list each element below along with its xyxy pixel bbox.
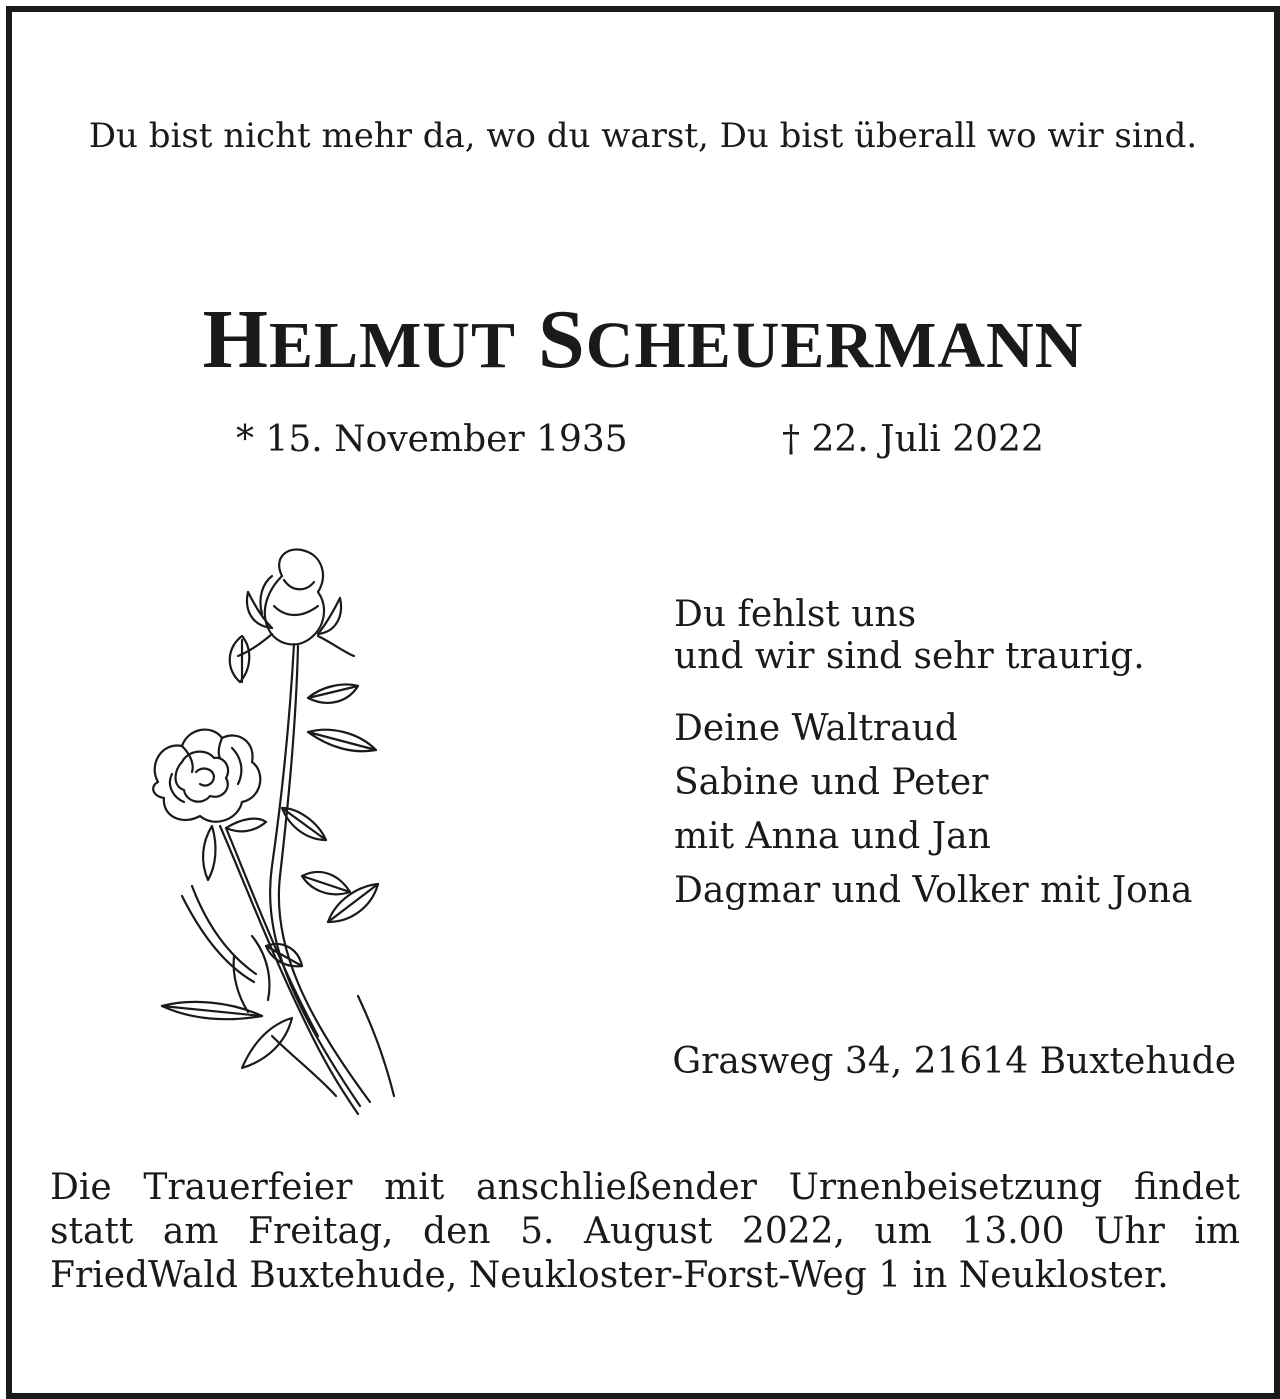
message-line-2: und wir sind sehr traurig. xyxy=(674,636,1145,677)
death-date: † 22. Juli 2022 xyxy=(782,419,1044,460)
family-member-4: Dagmar und Volker mit Jona xyxy=(674,870,1193,911)
first-name-rest: ELMUT xyxy=(268,309,516,382)
family-member-3: mit Anna und Jan xyxy=(674,816,991,857)
last-name-initial: S xyxy=(538,293,586,386)
message-line-1: Du fehlst uns xyxy=(674,594,917,635)
motto-text: Du bist nicht mehr da, wo du warst, Du bist überall wo wir sind. xyxy=(88,116,1198,156)
ceremony-line-1: Die Trauerfeier mit anschließender Urnenbeisetzung findet xyxy=(50,1167,1240,1208)
deceased-name xyxy=(12,292,1274,394)
birth-date: * 15. November 1935 xyxy=(236,419,628,460)
family-member-1: Deine Waltraud xyxy=(674,708,958,749)
last-name-rest: CHEUERMANN xyxy=(585,309,1084,382)
address: Grasweg 34, 21614 Buxtehude xyxy=(672,1041,1236,1082)
family-member-2: Sabine und Peter xyxy=(674,762,989,803)
first-name-initial: H xyxy=(202,293,269,386)
rose-icon xyxy=(122,536,422,1122)
ceremony-line-2: statt am Freitag, den 5. August 2022, um 13.00 Uhr im xyxy=(50,1211,1240,1252)
obituary-frame xyxy=(6,6,1280,1399)
ceremony-line-3: FriedWald Buxtehude, Neukloster-Forst-Weg 1 in Neukloster. xyxy=(50,1255,1169,1296)
ceremony-notice xyxy=(50,1166,1240,1298)
